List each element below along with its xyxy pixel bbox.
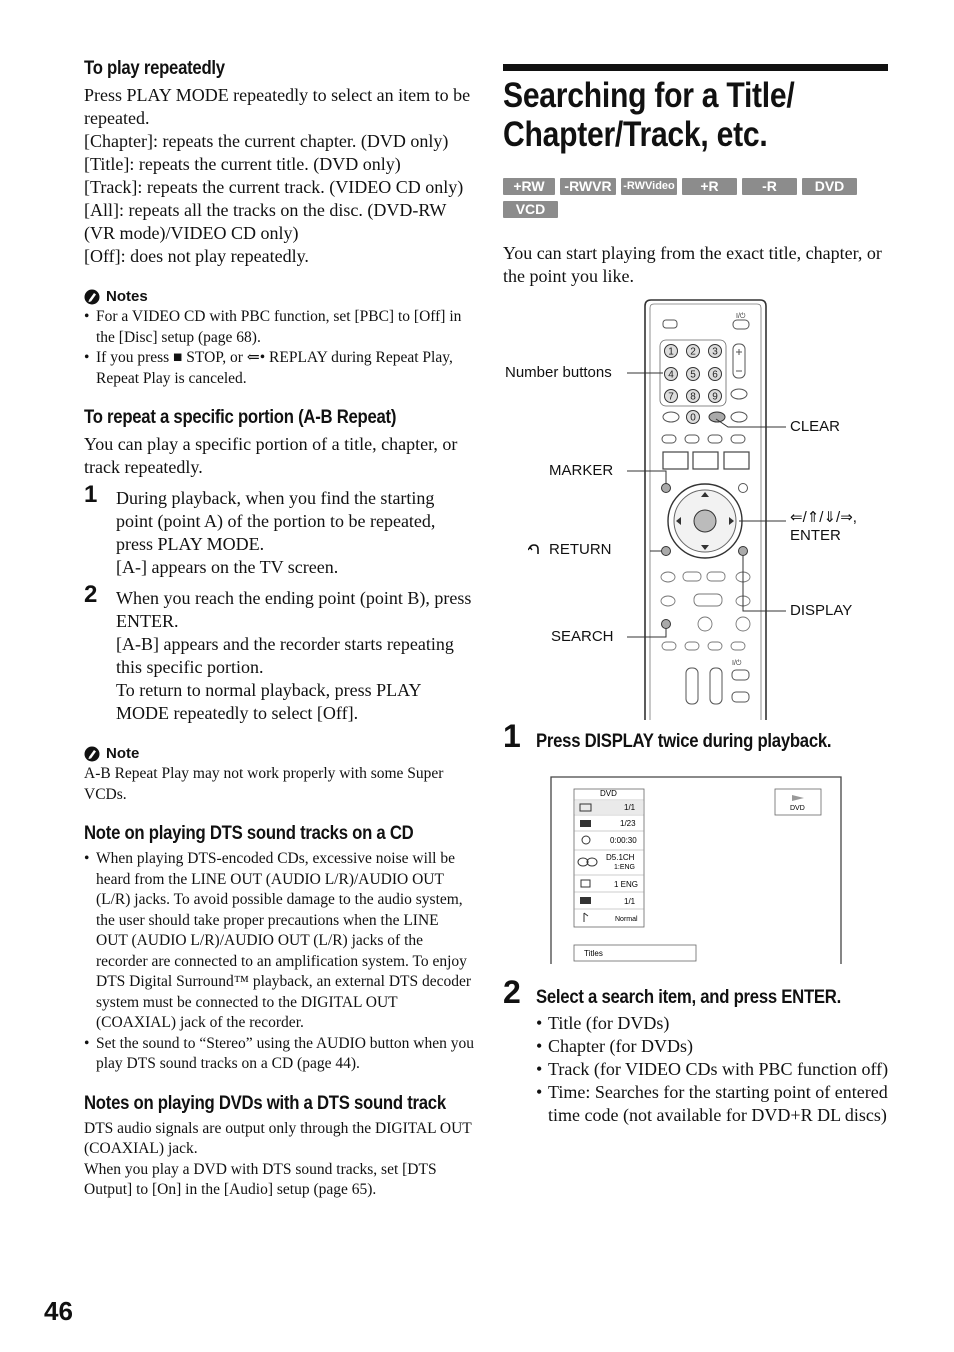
search-items-list [536, 1012, 891, 1127]
osd-title-value: 1/1 [624, 803, 636, 812]
osd-disc-type: DVD [790, 805, 805, 812]
osd-audio-lang: 1:ENG [614, 864, 636, 871]
notes-heading: Notes [106, 288, 148, 305]
note-pen-icon [84, 746, 100, 762]
osd-chapter-value: 1/23 [620, 819, 636, 828]
disc-badges [503, 178, 893, 224]
return-arrow-icon [528, 544, 544, 556]
dts-cd-item: • Set the sound to “Stereo” using the AUDIO button when you play DTS sound tracks on a CD (page 44). [84, 1034, 474, 1075]
dts-cd-item: • When playing DTS-encoded CDs, excessive noise will be heard from the LINE OUT (AUDIO L/R)/AUDIO OUT (L/R) jacks. To avoid possible damage to the audio system, the user should take proper precautions when the LINE OUT (AUDIO L/R)/AUDIO OUT (L/R) jacks of the recorder are connected to an amplification system. To enjoy DTS Digital Surround™ playback, an external DTS decoder system must be connected to the DIGITAL OUT (COAXIAL) jack of the recorder. [84, 849, 474, 1034]
page-title-line: Chapter/Track, etc. [503, 115, 768, 154]
step-1-title: Press DISPLAY twice during playback. [536, 731, 832, 752]
step-text: When you reach the ending point (point B), press ENTER. [116, 588, 472, 631]
badge-plus-r: +R [682, 178, 737, 195]
play-repeat-line: [Title]: repeats the current title. (DVD only) [84, 154, 401, 174]
section-ab-repeat [84, 407, 474, 725]
play-repeat-text [84, 84, 474, 268]
osd-time-value: 0:00:30 [610, 836, 637, 845]
osd-audio-value: D5.1CH [606, 853, 635, 862]
note-heading: Note [106, 745, 140, 762]
page-title [503, 76, 847, 154]
step-2-title: Select a search item, and press ENTER. [536, 987, 842, 1008]
power-mark-2: I/⏻ [732, 660, 742, 667]
key-8: 8 [690, 391, 696, 403]
notes-box-1 [84, 288, 474, 389]
return-label: RETURN [549, 541, 612, 558]
badge-minus-rw-vr: -RWVR [560, 178, 616, 195]
key-4: 4 [668, 369, 674, 381]
play-repeat-line: [All]: repeats all the tracks on the disc. (DVD-RW (VR mode)/VIDEO CD only) [84, 200, 447, 243]
callout-arrows: ⇐/⇑/⇓/⇒, [790, 509, 857, 526]
callout-search: SEARCH [551, 628, 614, 645]
notes-list [84, 307, 474, 389]
key-5: 5 [690, 369, 696, 381]
step-1-number: 1 [503, 718, 521, 754]
section-dts-dvd [84, 1093, 474, 1201]
heading-play-repeatedly: To play repeatedly [84, 58, 225, 79]
note-pen-icon [84, 289, 100, 305]
search-item: • Title (for DVDs) [536, 1012, 891, 1035]
callout-marker: MARKER [549, 462, 614, 479]
dts-dvd-line: DTS audio signals are output only through the DIGITAL OUT (COAXIAL) jack. [84, 1119, 472, 1157]
osd-screen [550, 776, 842, 964]
badge-minus-rw-video: -RWVideo [621, 178, 677, 195]
key-3: 3 [712, 346, 718, 358]
step-number: 1 [84, 481, 98, 508]
step-2-number: 2 [503, 974, 521, 1010]
key-9: 9 [712, 391, 718, 403]
badge-minus-r: -R [742, 178, 797, 195]
step-number: 2 [84, 581, 98, 608]
heading-dts-cd: Note on playing DTS sound tracks on a CD [84, 823, 414, 844]
ab-step-1 [84, 481, 474, 579]
title-rule [503, 64, 888, 71]
callout-enter: ENTER [790, 527, 841, 544]
badge-plus-rw: +RW [503, 178, 555, 195]
play-repeat-line: [Chapter]: repeats the current chapter. (DVD only) [84, 131, 449, 151]
callout-display: DISPLAY [790, 602, 853, 619]
search-intro: You can start playing from the exact title, chapter, or the point you like. [503, 243, 882, 286]
play-repeat-line: Press PLAY MODE repeatedly to select an item to be repeated. [84, 85, 471, 128]
key-0: 0 [690, 412, 696, 424]
power-mark: I/⏻ [736, 313, 746, 320]
dts-dvd-line: When you play a DVD with DTS sound tracks, set [DTS Output] to [On] in the [Audio] setup (page 65). [84, 1160, 437, 1198]
note-text: A-B Repeat Play may not work properly with some Super VCDs. [84, 765, 444, 803]
play-repeat-line: [Track]: repeats the current track. (VIDEO CD only) [84, 177, 464, 197]
note-box-2 [84, 745, 474, 805]
osd-bottom-label: Titles [584, 949, 603, 958]
section-dts-cd [84, 823, 474, 1075]
page-title-line: Searching for a Title/ [503, 76, 795, 115]
heading-ab-repeat: To repeat a specific portion (A-B Repeat) [84, 407, 397, 428]
note-item: • For a VIDEO CD with PBC function, set [PBC] to [Off] in the [Disc] setup (page 68). [84, 307, 474, 348]
osd-angle-value: 1/1 [624, 897, 636, 906]
note-item: • If you press ■ STOP, or ⇐• REPLAY during Repeat Play, Repeat Play is canceled. [84, 348, 474, 389]
step-text: To return to normal playback, press PLAY MODE repeatedly to select [Off]. [116, 680, 421, 723]
key-6: 6 [712, 369, 718, 381]
osd-header: DVD [600, 789, 617, 798]
key-7: 7 [668, 391, 674, 403]
step-text: [A-B] appears and the recorder starts repeating this specific portion. [116, 634, 454, 677]
dts-cd-list [84, 849, 474, 1075]
key-1: 1 [668, 346, 674, 358]
osd-subtitle-value: 1 ENG [614, 880, 639, 889]
osd-surround-value: Normal [615, 916, 638, 923]
left-column [84, 58, 474, 1201]
ab-step-2 [84, 581, 474, 725]
callout-clear: CLEAR [790, 418, 841, 435]
heading-dts-dvd: Notes on playing DVDs with a DTS sound track [84, 1092, 446, 1114]
search-item: • Time: Searches for the starting point of entered time code (not available for DVD+R DL discs) [536, 1081, 891, 1127]
search-item: • Chapter (for DVDs) [536, 1035, 891, 1058]
play-repeat-line: [Off]: does not play repeatedly. [84, 246, 309, 266]
search-item: • Track (for VIDEO CDs with PBC function off) [536, 1058, 891, 1081]
callout-return [528, 541, 612, 558]
badge-vcd: VCD [503, 201, 558, 218]
step-text: [A-] appears on the TV screen. [116, 557, 339, 577]
ab-repeat-intro: You can play a specific portion of a title, chapter, or track repeatedly. [84, 434, 458, 477]
badge-dvd: DVD [802, 178, 857, 195]
key-2: 2 [690, 346, 696, 358]
section-play-repeatedly [84, 58, 474, 268]
page-number: 46 [44, 1296, 73, 1326]
step-text: During playback, when you find the starting point (point A) of the portion to be repeated, press PLAY MODE. [116, 488, 436, 554]
callout-number-buttons: Number buttons [505, 364, 612, 381]
